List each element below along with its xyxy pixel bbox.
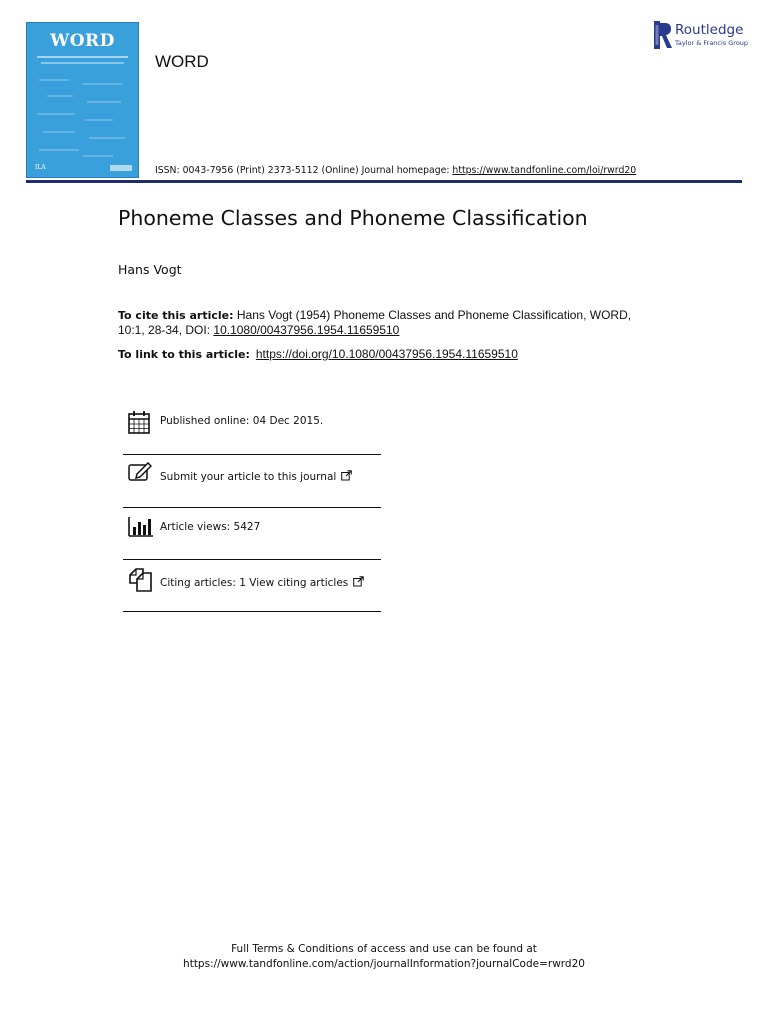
external-link-icon (341, 470, 352, 481)
journal-cover-image (26, 22, 139, 178)
publisher-logo[interactable] (654, 21, 754, 51)
edit-icon (128, 462, 152, 482)
article-link-block (118, 347, 518, 361)
issn-text: ISSN: 0043-7956 (Print) 2373-5112 (Online) Journal homepage: (155, 165, 453, 176)
citing-articles-text: Citing articles: 1 View citing articles (160, 577, 349, 589)
article-views-row (123, 515, 381, 539)
link-label: To link to this article: (118, 348, 250, 361)
published-online-text: Published online: 04 Dec 2015. (160, 415, 324, 427)
terms-footer (0, 942, 768, 972)
cover-subtitle-decoration (41, 62, 124, 64)
info-divider (123, 611, 381, 612)
info-divider (123, 454, 381, 455)
published-online-row (123, 410, 381, 434)
header-divider (26, 180, 742, 183)
terms-footer-link[interactable]: https://www.tandfonline.com/action/journalInformation?journalCode=rwrd20 (183, 958, 585, 970)
submit-article-link[interactable] (160, 470, 352, 483)
journal-name: WORD (155, 52, 209, 71)
external-link-icon (353, 576, 364, 587)
publisher-name: Routledge (675, 22, 744, 38)
issn-line (155, 165, 636, 176)
calendar-icon (128, 410, 150, 434)
citing-articles-icon (128, 567, 154, 593)
citing-articles-row[interactable] (123, 567, 381, 595)
terms-footer-line1: Full Terms & Conditions of access and use can be found at (231, 943, 537, 955)
publisher-group: Taylor & Francis Group (675, 39, 749, 47)
article-views-text: Article views: 5427 (160, 521, 261, 533)
article-doi-link[interactable]: https://doi.org/10.1080/00437956.1954.11659510 (255, 347, 518, 361)
cover-title: WORD (50, 31, 115, 51)
citation-block (118, 308, 648, 337)
info-divider (123, 559, 381, 560)
cover-footer: ILA (35, 164, 46, 171)
cover-publisher-mark (110, 165, 132, 171)
journal-homepage-link[interactable]: https://www.tandfonline.com/loi/rwrd20 (452, 165, 637, 176)
bar-chart-icon (128, 515, 154, 537)
citation-doi-link[interactable]: 10.1080/00437956.1954.11659510 (213, 323, 400, 337)
citation-label: To cite this article: (118, 309, 234, 322)
submit-article-text: Submit your article to this journal (160, 471, 337, 483)
citation-text: Hans Vogt (1954) Phoneme Classes and Phoneme Classification, WORD, 10:1, 28-34, DOI: (118, 308, 632, 337)
article-title: Phoneme Classes and Phoneme Classification (118, 206, 588, 230)
article-author: Hans Vogt (118, 262, 182, 277)
submit-article-row[interactable] (123, 462, 381, 486)
routledge-logo-icon (654, 21, 672, 49)
cover-subtitle-decoration (37, 56, 128, 58)
citing-articles-link[interactable] (160, 576, 364, 589)
info-divider (123, 507, 381, 508)
